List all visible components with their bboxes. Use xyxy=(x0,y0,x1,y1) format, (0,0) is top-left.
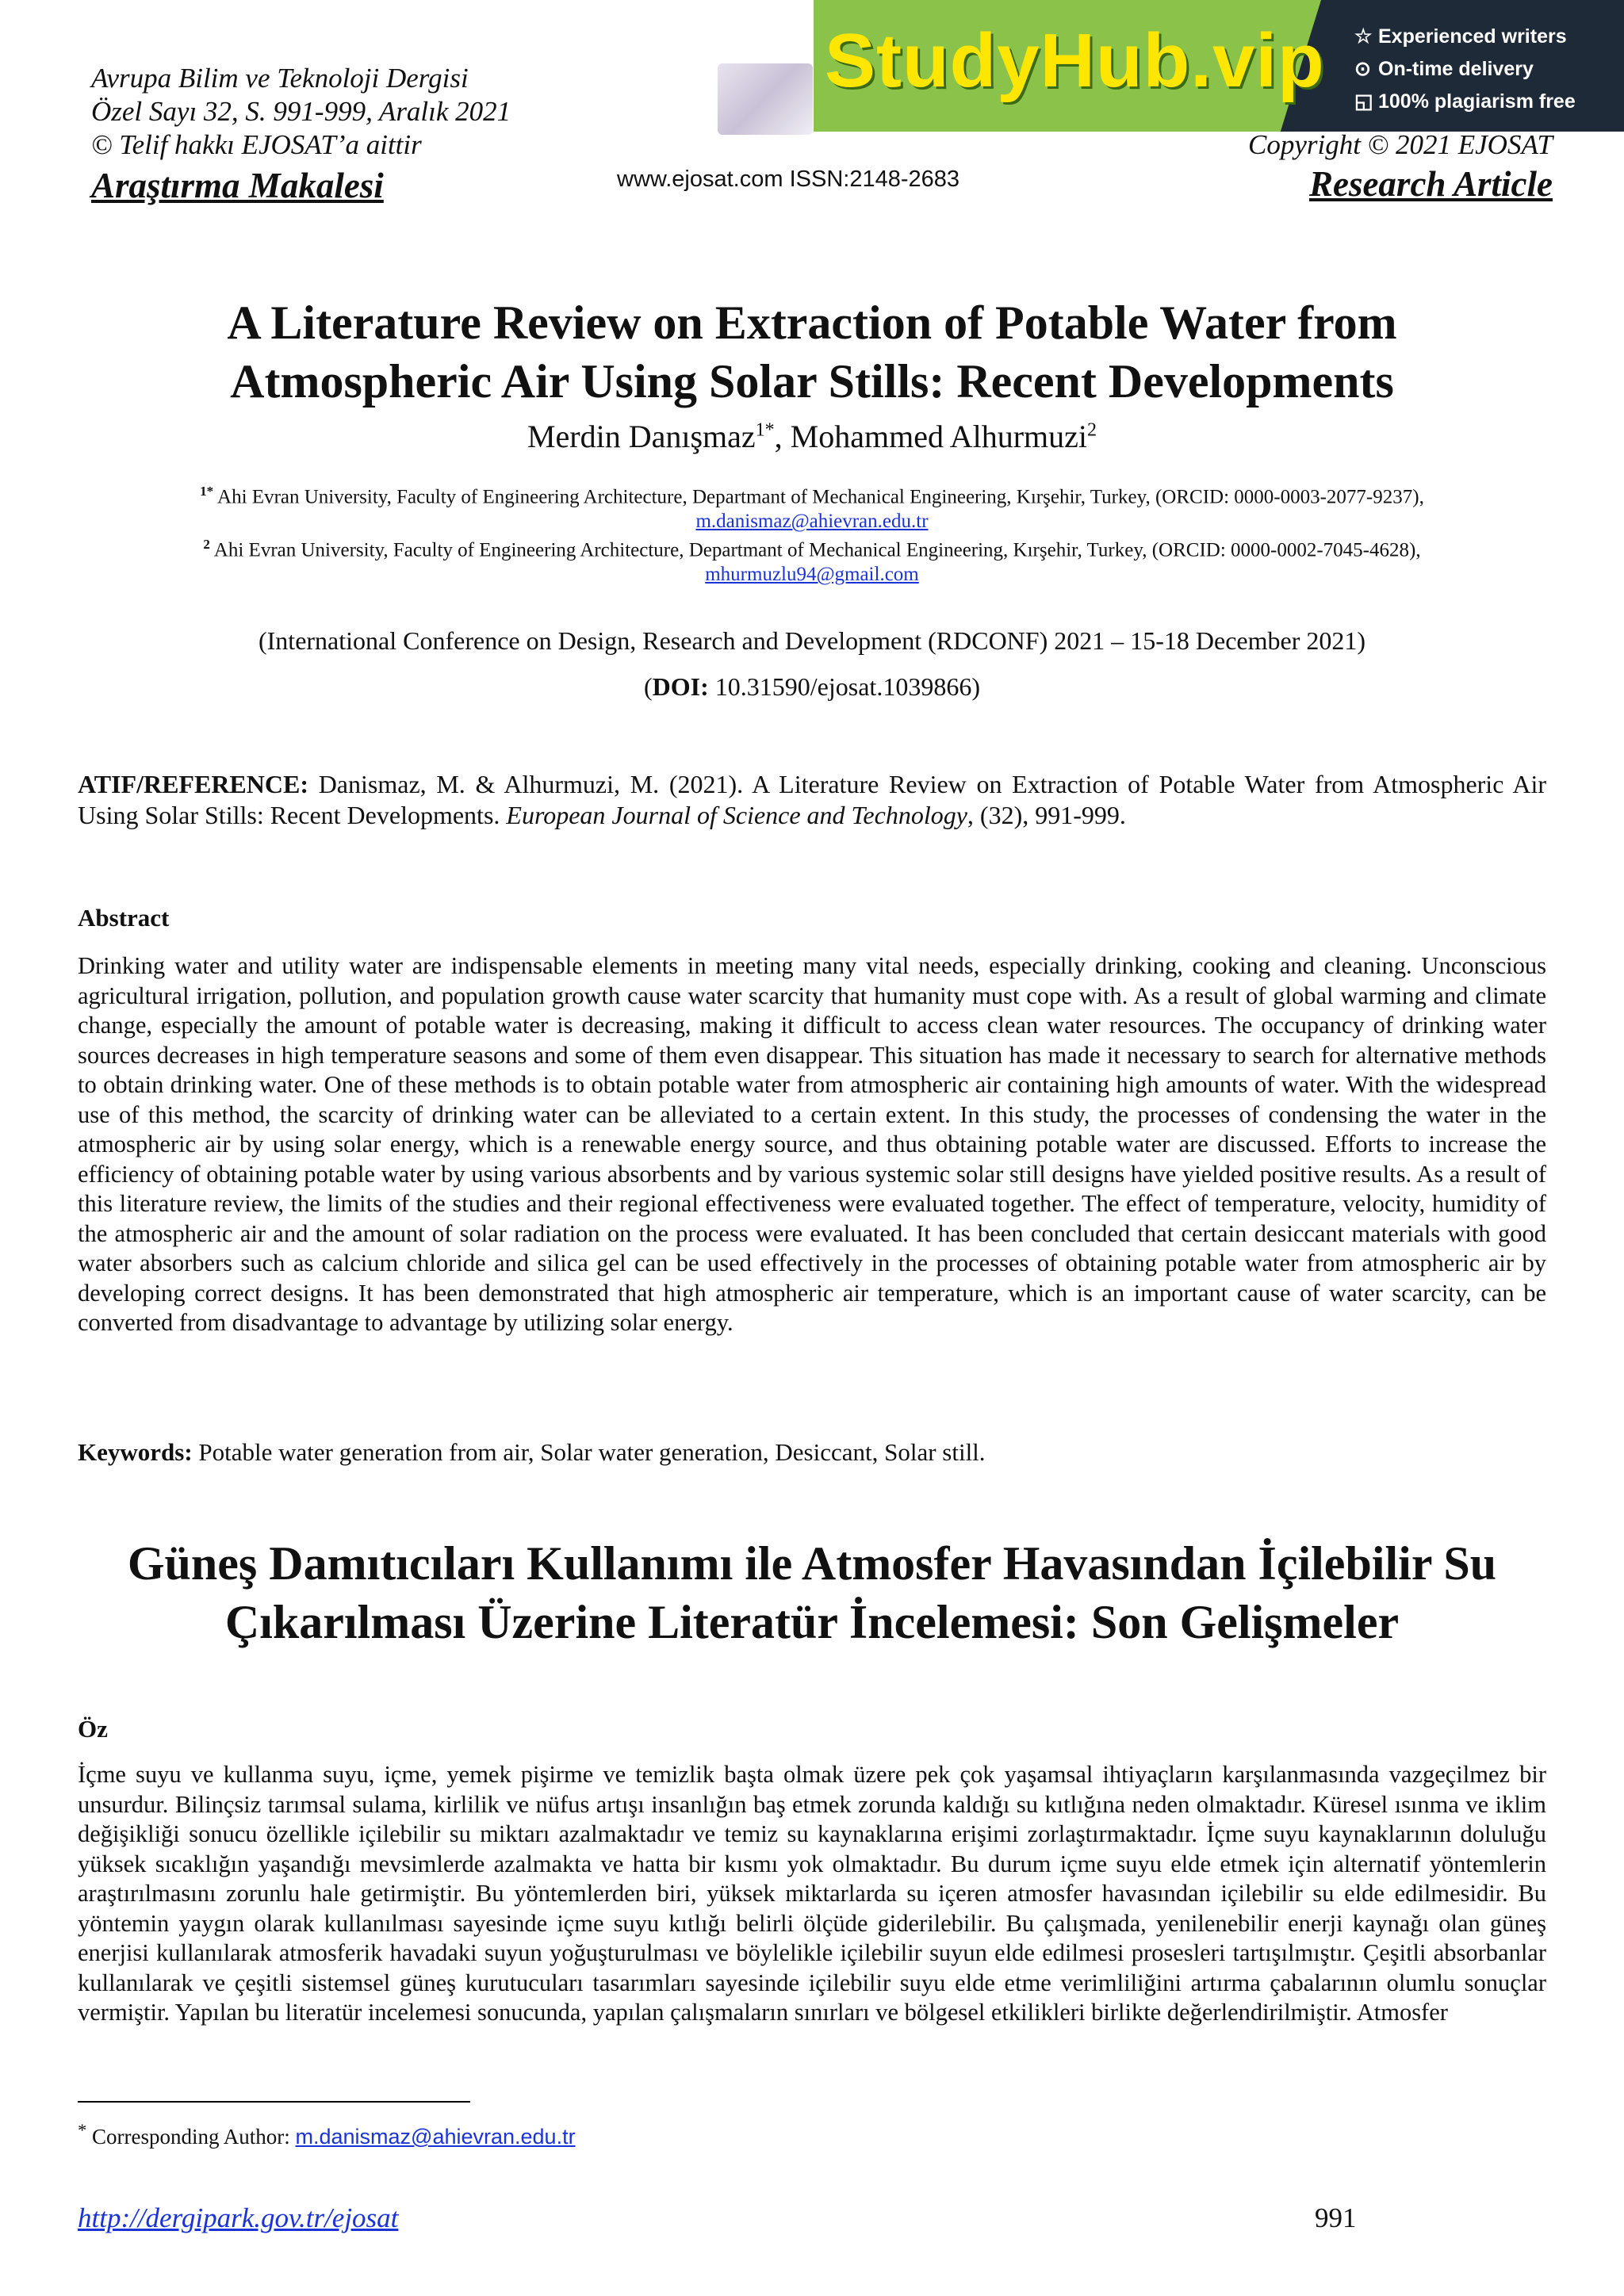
article-type-en: Research Article xyxy=(1308,164,1553,204)
keywords xyxy=(78,1438,1546,1467)
page-number: 991 xyxy=(1315,2202,1357,2233)
turkish-title-line: Çıkarılması Üzerine Literatür İncelemesi: Son Gelişmeler xyxy=(224,1596,1400,1648)
keywords-label: Keywords: xyxy=(78,1438,193,1466)
reference-label: ATIF/REFERENCE: xyxy=(78,770,308,798)
ad-feature-label: 100% plagiarism free xyxy=(1378,90,1576,113)
abstract-body: Drinking water and utility water are indispensable elements in meeting many vital needs, especially drinking, cooking and cleaning. Unconscious agricultural irrigation, pollution, and population growth cause water scarcity that humanity must cope with. As a result of global warming and climate change, especially the amount of potable water is decreasing, making it difficult to access clean water resources. The occupancy of drinking water sources decreases in high temperature seasons and some of them even disappear. This situation has made it necessary to search for alternative methods to obtain drinking water. One of these methods is to obtain potable water from atmospheric air containing high amounts of water. With the widespread use of this method, the scarcity of drinking water can be alleviated to a certain extent. In this study, the processes of condensing the water in the atmospheric air by using solar energy, which is a renewable energy source, and thus obtaining potable water are discussed. Efforts to increase the efficiency of obtaining potable water by using various absorbents and by various systemic solar still designs have yielded positive results. As a result of this literature review, the limits of the studies and their regional effectiveness were evaluated together. The effect of temperature, velocity, humidity of the atmospheric air and the amount of solar radiation on the process were evaluated. It has been concluded that certain desiccant materials with good water absorbers such as calcium chloride and silica gel can be used effectively in the processes of obtaining potable water from atmospheric air by developing correct designs. It has been demonstrated that high atmospheric air temperature, which is an important cause of water scarcity, can be converted from disadvantage to advantage by utilizing solar energy. xyxy=(78,952,1546,1336)
ad-decoration-image xyxy=(718,63,813,135)
author-name: Merdin Danışmaz xyxy=(527,419,756,454)
article-type-tr: Araştırma Makalesi xyxy=(91,166,384,205)
doi-value[interactable]: 10.31590/ejosat.1039866) xyxy=(708,672,980,701)
reference-journal: European Journal of Science and Technology xyxy=(506,801,967,829)
affil-text: Ahi Evran University, Faculty of Engineering Architecture, Departmant of Mechanical Engineering, Kırşehir, Turkey, (ORCID: 0000-0003-2077-9237), xyxy=(213,486,1424,508)
footnote xyxy=(78,2120,576,2149)
affiliation-2 xyxy=(71,532,1553,587)
document-icon: ◱ xyxy=(1354,90,1373,113)
reference-tail: , (32), 991-999. xyxy=(967,801,1126,829)
journal-issn: www.ejosat.com ISSN:2148-2683 xyxy=(617,166,959,192)
ad-feature-item xyxy=(1354,53,1576,86)
journal-name: Avrupa Bilim ve Teknoloji Dergisi xyxy=(91,63,469,94)
star-icon: ☆ xyxy=(1354,25,1373,48)
author-email-link[interactable]: mhurmuzlu94@gmail.com xyxy=(705,564,919,586)
oz-heading: Öz xyxy=(78,1715,108,1743)
paper-title-line: A Literature Review on Extraction of Potable Water from xyxy=(227,297,1397,349)
paper-title xyxy=(0,293,1624,411)
author-affil-mark: 2 xyxy=(1087,419,1097,441)
keywords-text: Potable water generation from air, Solar water generation, Desiccant, Solar still. xyxy=(192,1438,986,1466)
author-name: Mohammed Alhurmuzi xyxy=(790,419,1088,454)
issue-info: Özel Sayı 32, S. 991-999, Aralık 2021 xyxy=(91,96,511,127)
doi xyxy=(0,672,1624,702)
doi-label: DOI: xyxy=(652,672,709,701)
journal-header-left xyxy=(91,62,511,208)
paper-title-line: Atmospheric Air Using Solar Stills: Recent Developments xyxy=(230,355,1394,408)
footnote-email-link[interactable]: m.danismaz@ahievran.edu.tr xyxy=(295,2125,576,2149)
copyright-en: Copyright © 2021 EJOSAT xyxy=(1247,129,1553,160)
doi-paren: ( xyxy=(644,672,653,701)
ad-feature-list xyxy=(1354,21,1576,118)
copyright-tr: © Telif hakkı EJOSAT’a aittir xyxy=(91,129,422,160)
reference-text: Danismaz, M. & Alhurmuzi, M. (2021). A Literature Review on Extraction of Potable Water from Atmospheric Air Using Solar Stills: Recent Developments. xyxy=(78,770,1546,829)
footnote-divider xyxy=(78,2101,470,2103)
journal-header-right xyxy=(1248,128,1553,206)
ad-logo[interactable]: StudyHub.vip xyxy=(825,18,1325,103)
author-list xyxy=(0,418,1624,455)
footnote-mark: * xyxy=(78,2120,87,2140)
conference-info: (International Conference on Design, Research and Development (RDCONF) 2021 – 15-18 December 2021) xyxy=(258,626,1366,655)
footer-url-link[interactable]: http://dergipark.gov.tr/ejosat xyxy=(78,2202,399,2233)
ad-feature-item xyxy=(1354,21,1576,53)
affiliation-1 xyxy=(71,479,1553,534)
ad-feature-label: On-time delivery xyxy=(1378,58,1534,80)
author-email-link[interactable]: m.danismaz@ahievran.edu.tr xyxy=(695,511,929,533)
affil-text: Ahi Evran University, Faculty of Engineering Architecture, Departmant of Mechanical Engineering, Kırşehir, Turkey, (ORCID: 0000-0002-7045-4628), xyxy=(209,539,1421,561)
author-affil-mark: 1* xyxy=(755,419,775,441)
abstract-heading: Abstract xyxy=(78,904,170,932)
turkish-title xyxy=(0,1534,1624,1651)
turkish-title-line: Güneş Damıtıcıları Kullanımı ile Atmosfer Havasından İçilebilir Su xyxy=(127,1537,1497,1590)
author-separator: , xyxy=(774,419,791,454)
citation-reference xyxy=(78,769,1546,831)
affil-mark: 2 xyxy=(203,537,210,552)
affil-mark: 1* xyxy=(200,484,214,499)
ad-feature-item xyxy=(1354,86,1576,118)
ad-feature-label: Experienced writers xyxy=(1378,25,1567,48)
clock-icon: ⊙ xyxy=(1354,58,1371,80)
oz-body: İçme suyu ve kullanma suyu, içme, yemek pişirme ve temizlik başta olmak üzere pek çok yaşamsal ihtiyaçların karşılanmasında vazgeçilmez bir unsurdur. Bilinçsiz tarımsal sulama, kirlilik ve nüfus artışı insanlığın baş etmek zorunda kaldığı su kıtlığına neden olmaktadır. Küresel ısınma ve iklim değişikliği sonucu özellikle içilebilir su miktarı azalmaktadır ve temiz su kaynaklarına erişimi zorlaştırmaktadır. İçme suyu kaynaklarının doluluğu yüksek sıcaklığın yaşandığı mevsimlerde azalmakta ve hatta bir kısmı yok olmaktadır. Bu durum içme suyu elde etmek için alternatif yöntemlerin araştırılmasını zorunlu hale getirmiştir. Bu yöntemlerden biri, yüksek miktarlarda su içeren atmosfer havasından içilebilir su elde edilmesidir. Bu yöntemin yaygın olarak kullanılması sayesinde içme suyu kıtlığı belirli ölçüde giderilebilir. Bu çalışmada, yenilenebilir enerji kaynağı olan güneş enerjisi kullanılarak atmosferik havadaki suyun yoğuşturulması ve böylelikle içilebilir suyun elde edilmesi prosesleri tartışılmıştır. Çeşitli absorbanlar kullanılarak ve çeşitli sistemsel güneş kurutucuları tasarımları sayesinde içilebilir suyu elde etme verimliliğini artırma çabalarının olumlu sonuçlar vermiştir. Yapılan bu literatür incelemesi sonucunda, yapılan çalışmaların sınırları ve bölgesel etkilikleri birlikte değerlendirilmiştir. Atmosfer xyxy=(78,1761,1546,2026)
footnote-label: Corresponding Author: xyxy=(86,2125,296,2149)
